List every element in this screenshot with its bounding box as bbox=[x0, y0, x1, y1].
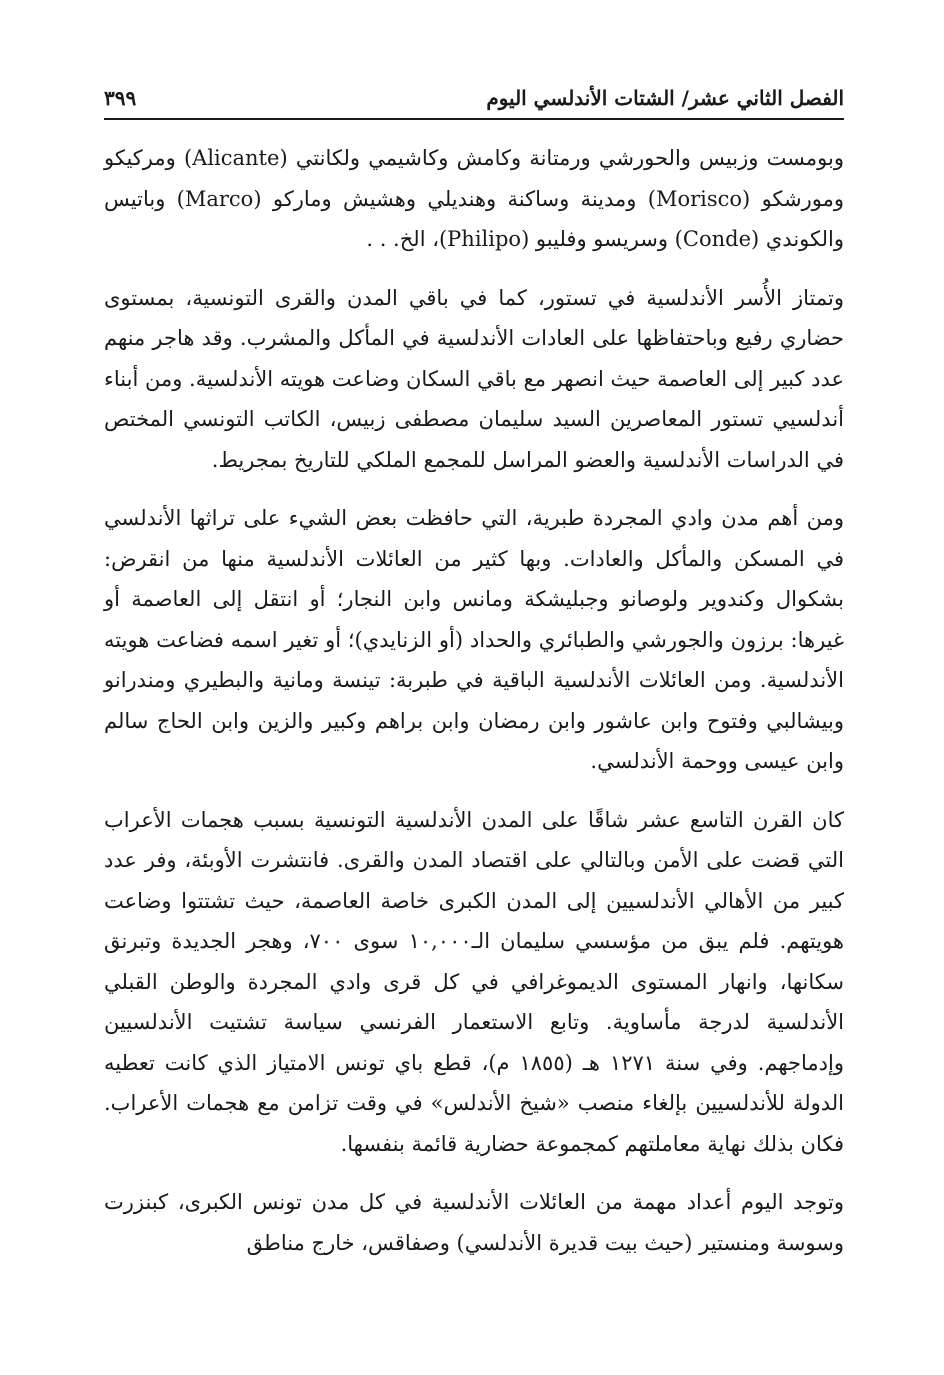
book-page bbox=[104, 78, 844, 1368]
paragraph-3: ومن أهم مدن وادي المجردة طبرية، التي حافظت بعض الشيء على تراثها الأندلسي في المسكن والمأكل والعادات. وبها كثير من العائلات الأندلسية منها من انقرض: بشكوال وكندوير ولوصانو وجبليشكة ومانس وابن النجار؛ أو انتقل إلى العاصمة أو غيرها: برزون والجورشي والطبائري والحداد (أو الزنايدي)؛ أو تغير اسمه فضاعت هويته الأندلسية. ومن العائلات الأندلسية الباقية في طبربة: تينسة ومانية والبطيري ومندرانو وبيشالبي وفتوح وابن عاشور وابن رمضان وابن براهم وكبير والزين وابن الحاج سالم وابن عيسى ووحمة الأندلسي. bbox=[104, 506, 844, 773]
page-number: ٣٩٩ bbox=[104, 86, 137, 110]
paragraph-4: كان القرن التاسع عشر شاقًا على المدن الأندلسية التونسية بسبب هجمات الأعراب التي قضت على الأمن وبالتالي على اقتصاد المدن والقرى. فانتشرت الأوبئة، وفر عدد كبير من الأهالي الأندلسيين إلى المدن الكبرى خاصة العاصمة، حيث تشتتوا وضاعت هويتهم. فلم يبق من مؤسسي سليمان الـ١٠,٠٠٠ سوى ٧٠٠، وهجر الجديدة وتبرنق سكانها، وانهار المستوى الديموغرافي في كل قرى وادي المجردة والوطن القبلي الأندلسية لدرجة مأساوية. وتابع الاستعمار الفرنسي سياسة تشتيت الأندلسيين وإدماجهم. وفي سنة ١٢٧١ هـ (١٨٥٥ م)، قطع باي تونس الامتياز الذي كانت تعطيه الدولة للأندلسيين بإلغاء منصب «شيخ الأندلس» في وقت تزامن مع هجمات الأعراب. فكان بذلك نهاية معاملتهم كمجموعة حضارية قائمة بنفسها. bbox=[104, 807, 845, 1156]
chapter-title: الفصل الثاني عشر/ الشتات الأندلسي اليوم bbox=[486, 86, 844, 110]
running-header bbox=[104, 78, 844, 120]
paragraph-1: وبومست وزبيس والحورشي ورمتانة وكامش وكاشيمي ولكانتي (Alicante) ومركيكو ومورشكو (Morisco) ومدينة وساكنة وهنديلي وهشيش وماركو (Marco) وباتيس والكوندي (Conde) وسريسو وفليبو (Philipo)، الخ. . . bbox=[104, 146, 845, 251]
body-text bbox=[104, 138, 844, 1263]
paragraph-5: وتوجد اليوم أعداد مهمة من العائلات الأندلسية في كل مدن تونس الكبرى، كبنزرت وسوسة ومنستير (حيث بيت قديرة الأندلسي) وصفاقس، خارج مناطق bbox=[104, 1190, 844, 1255]
paragraph-2: وتمتاز الأُسر الأندلسية في تستور، كما في باقي المدن والقرى التونسية، بمستوى حضاري رفيع وباحتفاظها على العادات الأندلسية في المأكل والمشرب. وقد هاجر منهم عدد كبير إلى العاصمة حيث انصهر مع باقي السكان وضاعت هويته الأندلسية. ومن أبناء أندلسيي تستور المعاصرين السيد سليمان مصطفى زبيس، الكاتب التونسي المختص في الدراسات الأندلسية والعضو المراسل للمجمع الملكي للتاريخ بمجريط. bbox=[104, 285, 844, 472]
